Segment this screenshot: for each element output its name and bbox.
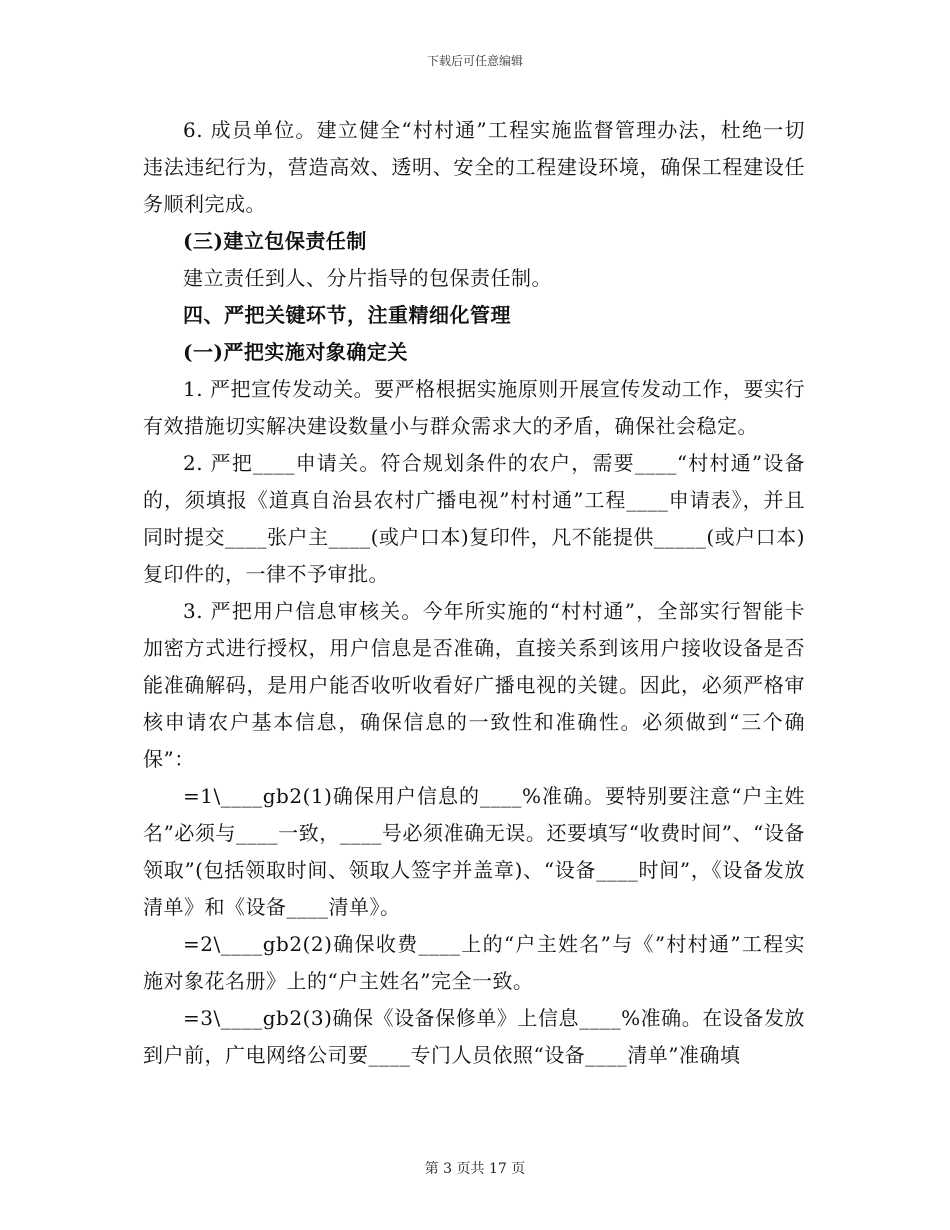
heading-responsibility-system: (三)建立包保责任制 [183, 229, 367, 253]
heading-target-confirmation: (一)严把实施对象确定关 [183, 340, 408, 364]
paragraph-publicity: 1. 严把宣传发动关。要严格根据实施原则开展宣传发动工作，要实行有效措施切实解决建设数量小与群众需求大的矛盾，确保社会稳定。 [143, 377, 805, 438]
paragraph-user-info-review: 3. 严把用户信息审核关。今年所实施的“村村通”，全部实行智能卡加密方式进行授权，用户信息是否准确，直接关系到该用户接收设备是否能准确解码，是用户能否收听收看好广播电视的关键。因此，必须严格审核申请农户基本信息，确保信息的一致性和准确性。必须做到“三个确保”： [143, 599, 805, 771]
paragraph-application: 2. 严把____申请关。符合规划条件的农户，需要____“村村通”设备的，须填报《道真自治县农村广播电视”村村通”工程____申请表》，并且同时提交____张户主____(或户口本)复印件，凡不能提供_____(或户口本)复印件的，一律不予审批。 [143, 451, 805, 586]
paragraph-ensure-1: =1\____gb2(1)确保用户信息的____%准确。要特别要注意“户主姓名”必须与____一致，____号必须准确无误。还要填写“收费时间”、“设备领取”(包括领取时间、领取人签字并盖章)、“设备____时间”，《设备发放清单》和《设备____清单》。 [143, 784, 805, 919]
paragraph-responsibility: 建立责任到人、分片指导的包保责任制。 [183, 266, 552, 290]
paragraph-ensure-2: =2\____gb2(2)确保收费____上的“户主姓名”与《”村村通”工程实施对象花名册》上的“户主姓名”完全一致。 [143, 932, 805, 993]
paragraph-ensure-3: =3\____gb2(3)确保《设备保修单》上信息____%准确。在设备发放到户前，广电网络公司要____专门人员依照“设备____清单”准确填 [143, 1006, 805, 1067]
page-footer: 第 3 页共 17 页 [424, 1161, 526, 1177]
heading-key-links: 四、严把关键环节，注重精细化管理 [183, 303, 511, 327]
document-body [143, 112, 805, 1074]
page-header: 下载后可任意编辑 [426, 54, 523, 68]
paragraph-member-units: 6. 成员单位。建立健全“村村通”工程实施监督管理办法，杜绝一切违法违纪行为，营造高效、透明、安全的工程建设环境，确保工程建设任务顺利完成。 [143, 118, 805, 216]
